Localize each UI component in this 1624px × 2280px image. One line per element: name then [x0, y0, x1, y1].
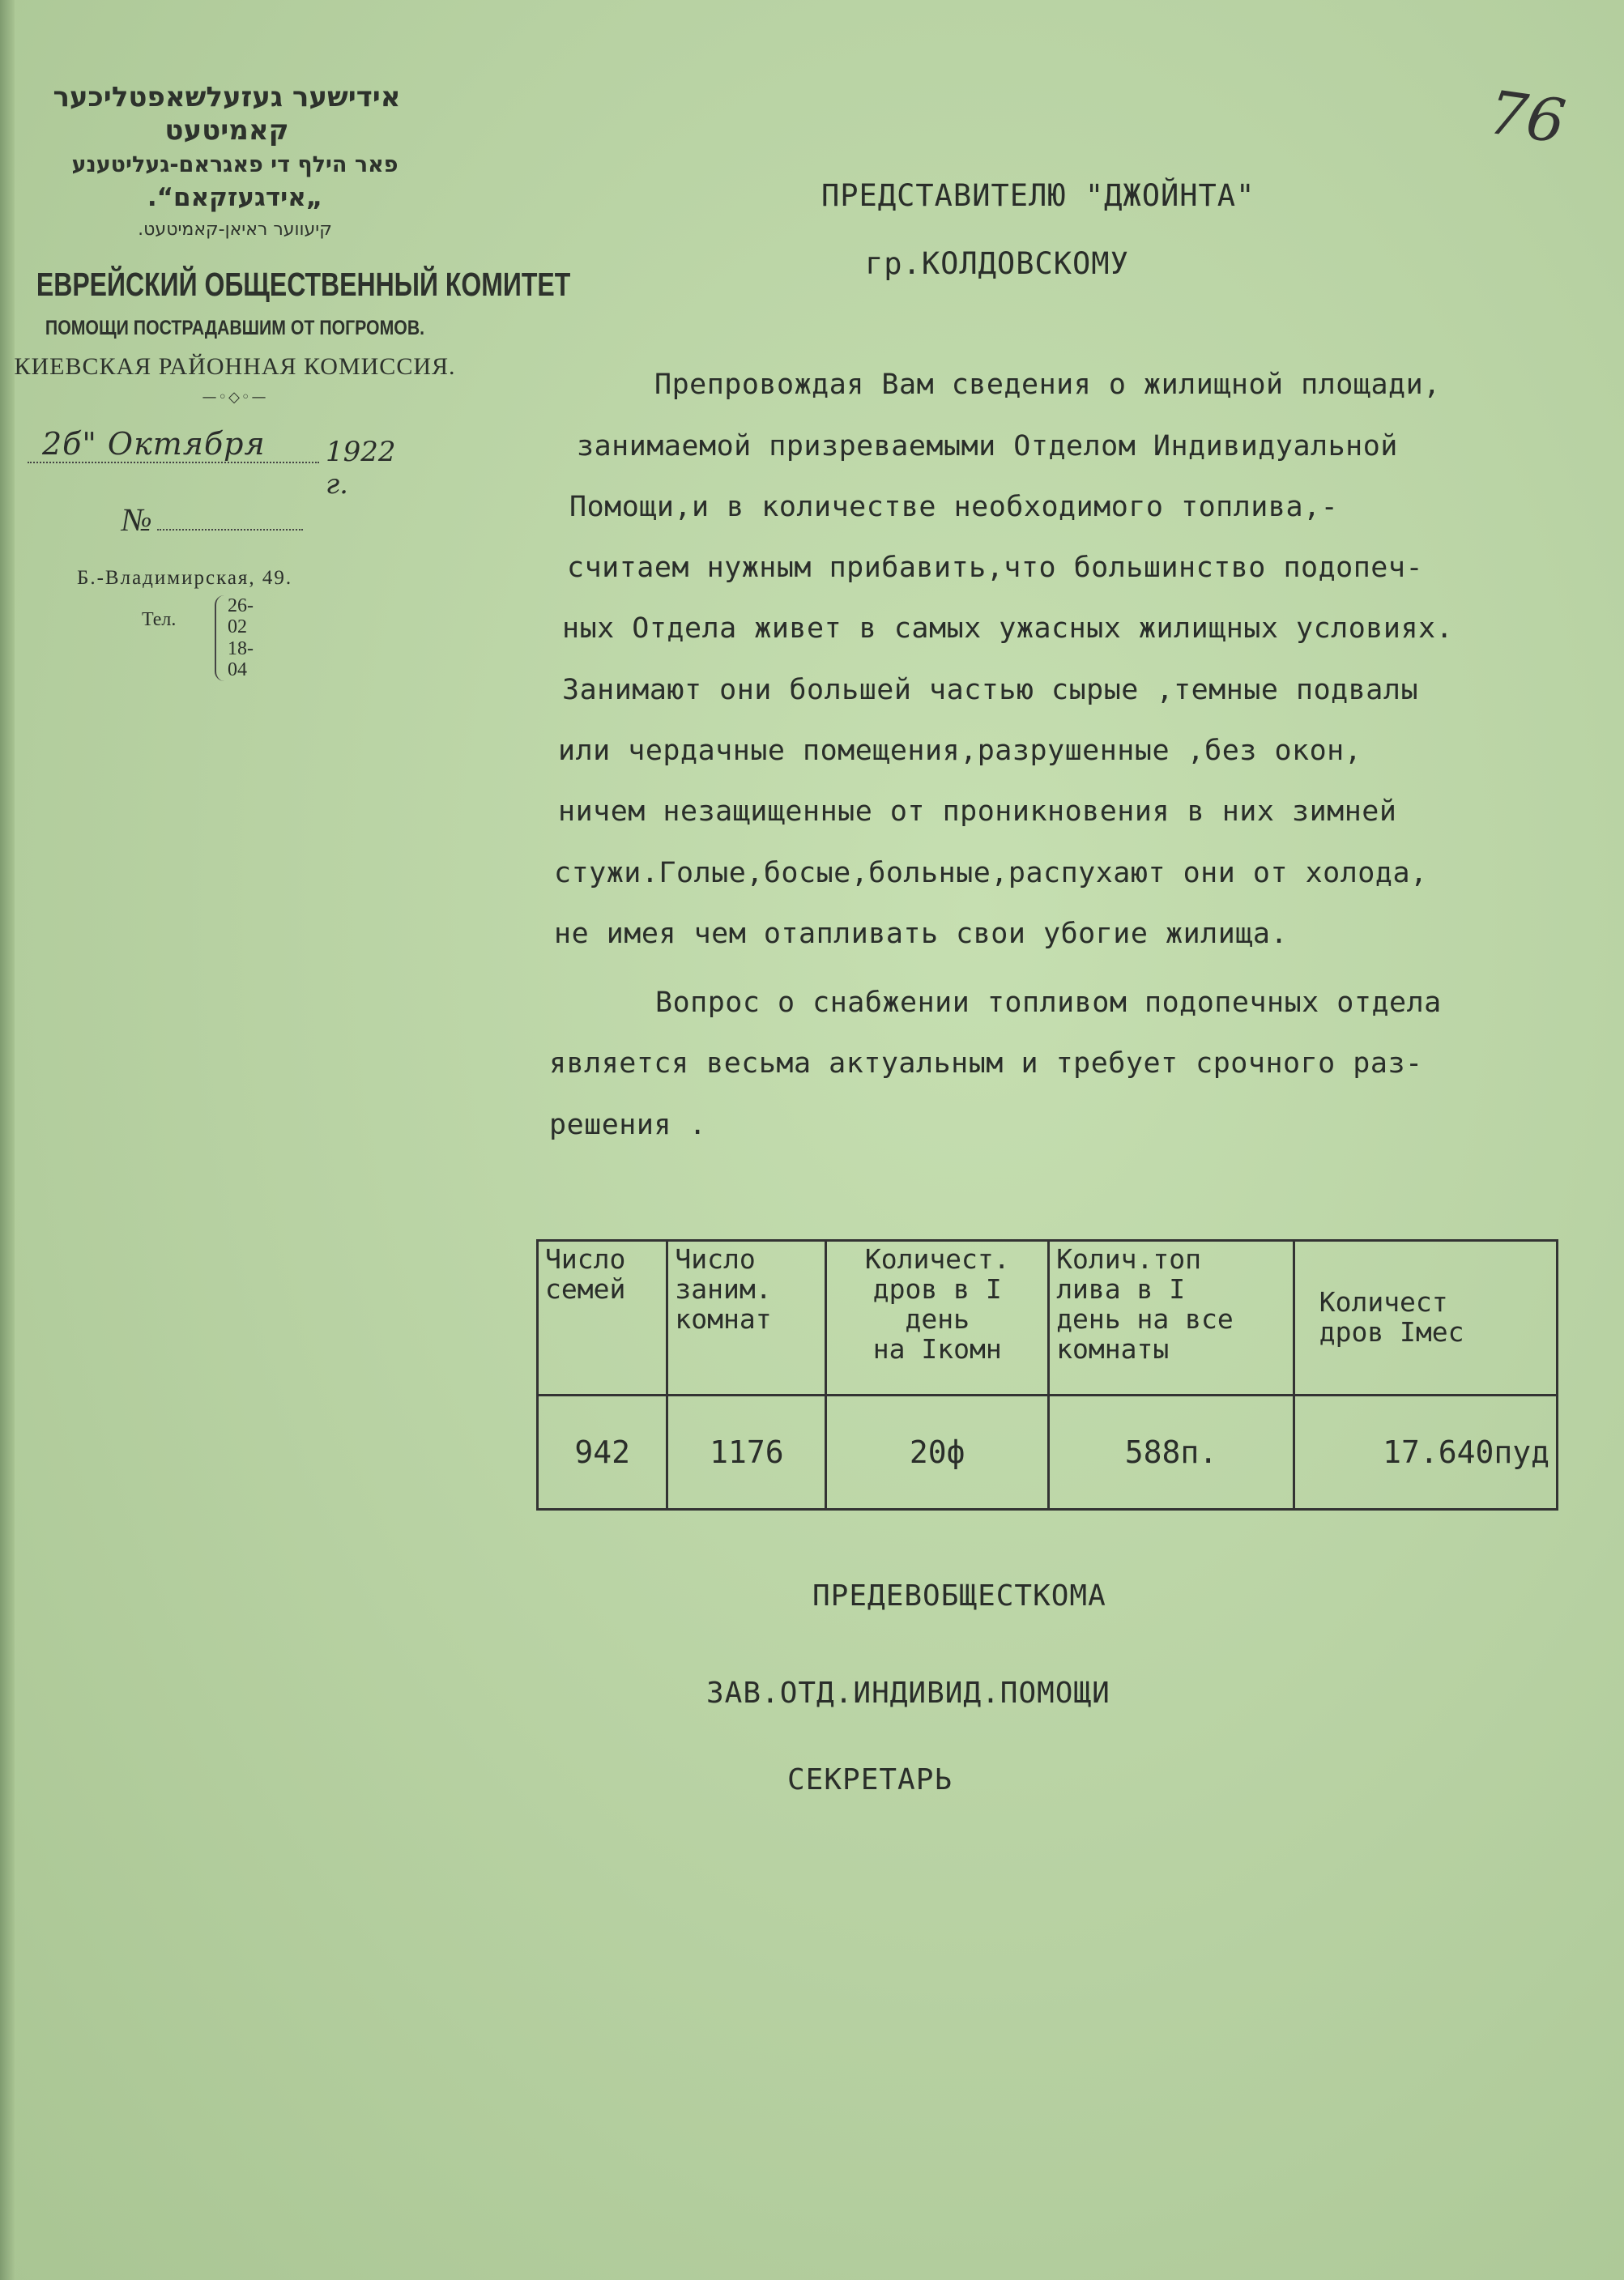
- header-text: комнат: [675, 1302, 772, 1335]
- number-dotted-line: [157, 529, 303, 531]
- header-text: день на все: [1056, 1302, 1234, 1335]
- letterhead-address: Б.-Владимирская, 49.: [77, 567, 293, 589]
- header-text: Количест.: [864, 1243, 1010, 1275]
- table-cell-rooms: 1176: [667, 1396, 826, 1510]
- signature-chair: ПРЕДЕВОБЩЕСТКОМА: [812, 1579, 1106, 1613]
- header-text: комнаты: [1056, 1332, 1170, 1365]
- header-text: на Iкомн: [872, 1332, 1002, 1365]
- body-line: Занимают они большей частью сырые ,темные подвалы: [562, 674, 1419, 706]
- letterhead-yiddish-line-2: פאר הילף די פאגראם-געליטענע: [71, 151, 399, 177]
- header-text: день: [905, 1302, 970, 1335]
- phone-numbers: [215, 595, 254, 681]
- header-text: Число: [675, 1243, 756, 1275]
- header-text: дров в I: [872, 1272, 1002, 1305]
- table-header-row: [538, 1241, 1558, 1396]
- phone-number-1: 26-02: [228, 595, 254, 638]
- phone-number-2: 18-04: [228, 637, 254, 681]
- header-text: семей: [545, 1272, 626, 1305]
- table-header-cell: [1294, 1241, 1557, 1396]
- table-cell-families: 942: [538, 1396, 667, 1510]
- number-label: №: [121, 501, 152, 538]
- phone-label: Тел.: [142, 609, 177, 630]
- date-year: [326, 436, 413, 501]
- table-cell-wood-per-month: 17.640пуд: [1294, 1396, 1557, 1510]
- document-number-line: [121, 501, 303, 539]
- body-line: Вопрос о снабжении топливом подопечных отдела: [655, 987, 1442, 1019]
- body-line: Помощи,и в количестве необходимого топлива,-: [569, 491, 1339, 523]
- addressee-line-2: гр.КОЛДОВСКОМУ: [865, 246, 1129, 281]
- date-year-prefix: 192: [326, 436, 378, 468]
- table-row: [538, 1396, 1558, 1510]
- body-line: Препровождая Вам сведения о жилищной площади,: [654, 369, 1441, 401]
- header-text: Число: [545, 1243, 626, 1275]
- body-line: является весьма актуальным и требует срочного раз-: [549, 1047, 1423, 1080]
- page-number: 76: [1484, 77, 1570, 158]
- table-header-cell: [1049, 1241, 1294, 1396]
- body-line: или чердачные помещения,разрушенные ,без окон,: [558, 735, 1362, 767]
- body-line: не имея чем отапливать свои убогие жилища.: [554, 918, 1289, 950]
- letterhead-ornament: —◦◇◦—: [202, 388, 268, 406]
- header-text: заним.: [675, 1272, 772, 1305]
- date-handwritten: 2б" Октября: [42, 426, 266, 462]
- signature-secretary: СЕКРЕТАРЬ: [787, 1763, 953, 1796]
- date-dotted-line: [28, 462, 319, 463]
- letterhead-commission: КИЕВСКАЯ РАЙОННАЯ КОМИССИЯ.: [14, 352, 456, 380]
- body-line: ных Отдела живет в самых ужасных жилищных условиях.: [562, 612, 1454, 645]
- letterhead: [8, 81, 571, 406]
- header-text: Колич.топ: [1056, 1243, 1201, 1275]
- table-cell-wood-per-room: 20ф: [826, 1396, 1049, 1510]
- body-line: решения .: [549, 1109, 707, 1141]
- table-header-cell: [826, 1241, 1049, 1396]
- signature-head-of-department: ЗАВ.ОТД.ИНДИВИД.ПОМОЩИ: [706, 1677, 1110, 1710]
- table-header-cell: [667, 1241, 826, 1396]
- table-cell-fuel-all-rooms: 588п.: [1049, 1396, 1294, 1510]
- header-text: Количест: [1319, 1286, 1448, 1319]
- body-line: стужи.Голые,босые,больные,распухают они от холода,: [554, 857, 1428, 889]
- date-line: [24, 426, 413, 501]
- letterhead-yiddish-line-3: „אידגעזקאם“.: [147, 182, 323, 212]
- date-year-handwritten: 2: [377, 436, 396, 468]
- letterhead-org-help: ПОМОЩИ ПОСТРАДАВШИМ ОТ ПОГРОМОВ.: [45, 316, 425, 339]
- body-line: занимаемой призреваемыми Отделом Индивидуальной: [577, 430, 1398, 462]
- date-suffix: г.: [326, 468, 348, 501]
- fuel-table: [536, 1239, 1558, 1511]
- header-text: дров Iмес: [1319, 1316, 1464, 1348]
- letterhead-org-name: ЕВРЕЙСКИЙ ОБЩЕСТВЕННЫЙ КОМИТЕТ: [36, 265, 571, 303]
- header-text: лива в I: [1056, 1272, 1186, 1305]
- body-line: ничем незащищенные от проникновения в них зимней: [558, 795, 1397, 828]
- table-header-cell: [538, 1241, 667, 1396]
- letterhead-yiddish-line-1: אידישער געזעלשאפטליכער קאמיטעט: [53, 81, 401, 147]
- body-line: считаем нужным прибавить,что большинство подопеч-: [567, 552, 1424, 584]
- addressee-line-1: ПРЕДСТАВИТЕЛЮ "ДЖОЙНТА": [821, 178, 1255, 213]
- letterhead-yiddish-line-4: קיעווער ראיאן-קאמיטעט.: [138, 219, 332, 241]
